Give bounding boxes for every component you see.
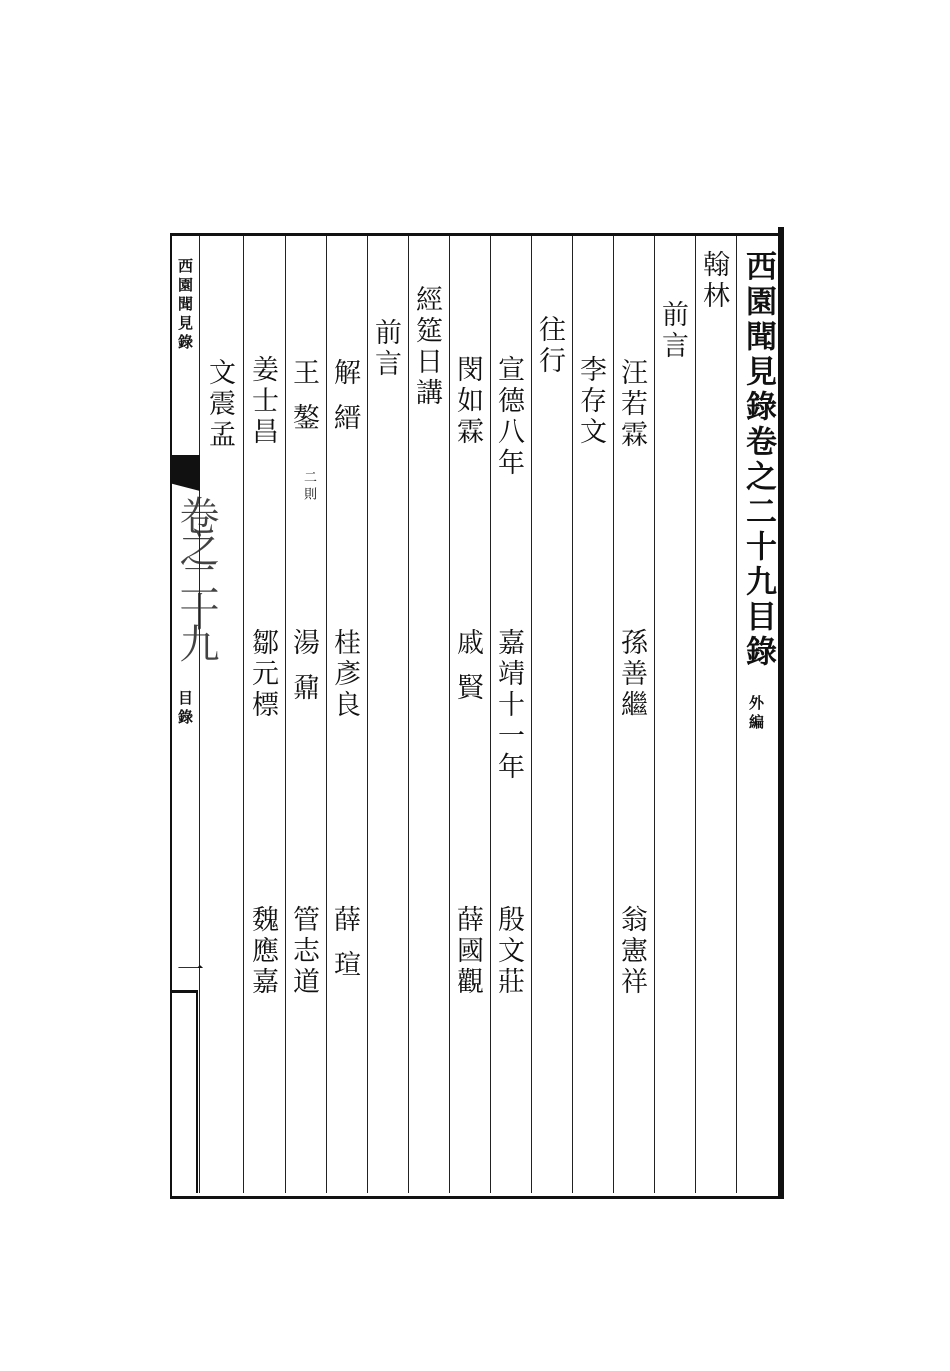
column-rule	[326, 236, 327, 1193]
entry-name: 王鏊	[288, 358, 319, 448]
column-rule	[449, 236, 450, 1193]
entry-name: 鄒元標	[247, 628, 278, 721]
spine-title: 西園聞見錄	[176, 258, 194, 353]
spine-volume: 卷之二十九	[173, 495, 219, 655]
entry-name: 姜士昌	[247, 355, 278, 448]
column-rule	[613, 236, 614, 1193]
entry-name: 管志道	[288, 905, 319, 998]
entry-name: 嘉靖十一年	[493, 628, 524, 783]
column-rule	[285, 236, 286, 1193]
entry-name: 薛國觀	[452, 905, 483, 998]
entry-name: 孫善繼	[616, 628, 647, 721]
entry-heading: 往行	[534, 315, 565, 377]
book-title: 西園聞見錄卷之二十九目錄	[740, 250, 776, 670]
column-rule	[695, 236, 696, 1193]
entry-name: 湯鼐	[288, 628, 319, 718]
margin-bracket	[172, 990, 198, 1193]
column-rule	[367, 236, 368, 1193]
entry-heading: 經筵日講	[411, 285, 442, 409]
entry-name: 汪若霖	[616, 358, 647, 451]
series-note: 外編	[747, 695, 765, 733]
entry-name: 翁憲祥	[616, 905, 647, 998]
entry-name: 文震孟	[204, 358, 235, 451]
spine-page-number: 一	[172, 955, 203, 986]
entry-name: 解縉	[329, 358, 360, 448]
entry-name: 戚賢	[452, 628, 483, 718]
column-rule	[243, 236, 244, 1193]
column-rule	[531, 236, 532, 1193]
column-rule	[736, 236, 737, 1193]
entry-note: 二則	[301, 470, 316, 504]
entry-name: 閔如霖	[452, 355, 483, 448]
entry-name: 魏應嘉	[247, 905, 278, 998]
column-rule	[408, 236, 409, 1193]
entry-heading: 前言	[370, 318, 401, 380]
entry-name: 薛瑄	[329, 905, 360, 995]
column-rule	[654, 236, 655, 1193]
spine-section: 目錄	[176, 690, 194, 728]
frame-right-border	[778, 227, 784, 1199]
entry-name: 李存文	[575, 355, 606, 448]
entry-name: 殷文莊	[493, 905, 524, 998]
column-rule	[199, 236, 200, 1193]
entry-heading: 翰林	[698, 250, 729, 312]
column-rule	[572, 236, 573, 1193]
entry-heading: 前言	[657, 300, 688, 362]
entry-name: 宣德八年	[493, 355, 524, 479]
entry-name: 桂彥良	[329, 628, 360, 721]
column-rule	[490, 236, 491, 1193]
